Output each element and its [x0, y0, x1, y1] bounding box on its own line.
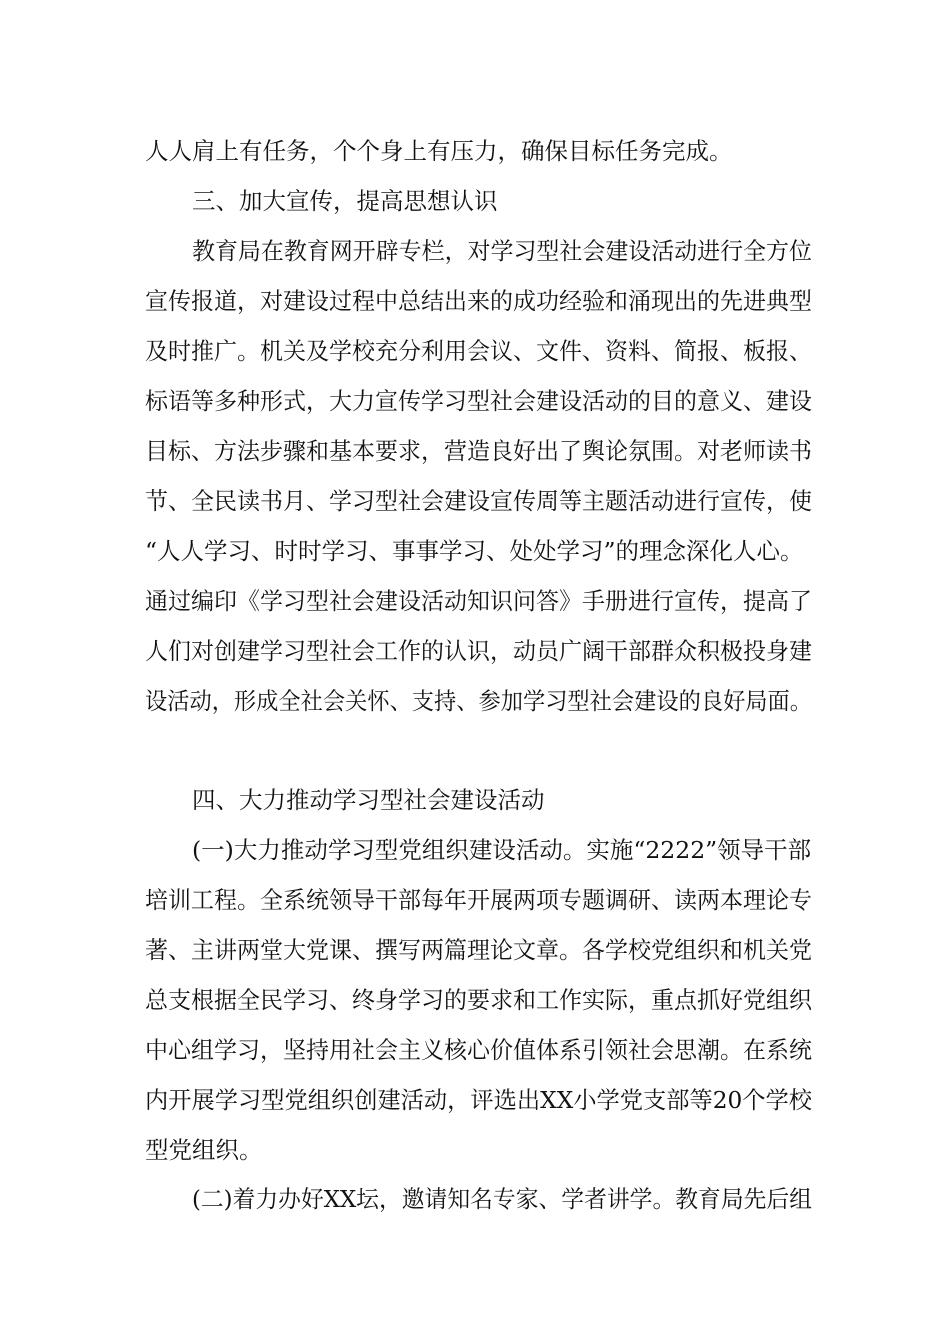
text-line — [0, 276, 950, 326]
heading-text: 三、加大宣传，提高思想认识 — [192, 187, 498, 215]
text-line — [0, 676, 950, 726]
text-line — [0, 1025, 950, 1075]
line-text: (二)着力办好XX坛，邀请知名专家、学者讲学。教育局先后组 — [192, 1185, 812, 1213]
text-line — [0, 376, 950, 426]
line-text: 及时推广。机关及学校充分利用会议、文件、资料、简报、板报、 — [145, 337, 812, 365]
text-line — [0, 875, 950, 925]
text-line — [0, 1075, 950, 1125]
text-line — [0, 1174, 950, 1224]
text-line — [0, 526, 950, 576]
text-line — [0, 326, 950, 376]
line-text: 教育局在教育网开辟专栏，对学习型社会建设活动进行全方位 — [192, 237, 812, 265]
line-text: 设活动，形成全社会关怀、支持、参加学习型社会建设的良好局面。 — [145, 687, 813, 715]
text-line — [0, 126, 950, 176]
line-text: (一)大力推动学习型党组织建设活动。实施“2222”领导干部 — [192, 836, 812, 864]
section-heading — [0, 775, 950, 825]
line-text: 培训工程。全系统领导干部每年开展两项专题调研、读两本理论专 — [145, 886, 812, 914]
section-heading — [0, 176, 950, 226]
line-text: 标语等多种形式，大力宣传学习型社会建设活动的目的意义、建设 — [145, 387, 812, 415]
line-text: 人们对创建学习型社会工作的认识，动员广阔干部群众积极投身建 — [145, 637, 812, 665]
text-line — [0, 226, 950, 276]
line-text: 目标、方法步骤和基本要求，营造良好出了舆论氛围。对老师读书 — [145, 437, 812, 465]
text-line — [0, 975, 950, 1025]
line-text: 总支根据全民学习、终身学习的要求和工作实际，重点抓好党组织 — [145, 986, 812, 1014]
line-text: 著、主讲两堂大党课、撰写两篇理论文章。各学校党组织和机关党 — [145, 936, 812, 964]
text-line — [0, 1125, 950, 1175]
line-text: 中心组学习，坚持用社会主义核心价值体系引领社会思潮。在系统 — [145, 1036, 812, 1064]
text-line — [0, 426, 950, 476]
text-line — [0, 825, 950, 875]
line-text: 内开展学习型党组织创建活动，评选出XX小学党支部等20个学校 — [145, 1086, 813, 1114]
text-line — [0, 925, 950, 975]
line-text: 节、全民读书月、学习型社会建设宣传周等主题活动进行宣传，使 — [145, 487, 812, 515]
heading-text: 四、大力推动学习型社会建设活动 — [192, 786, 545, 814]
line-text: “人人学习、时时学习、事事学习、处处学习”的理念深化人心。 — [145, 537, 804, 565]
line-text: 宣传报道，对建设过程中总结出来的成功经验和涌现出的先进典型 — [145, 287, 812, 315]
line-text: 人人肩上有任务，个个身上有压力，确保目标任务完成。 — [145, 137, 733, 165]
line-text: 型党组织。 — [145, 1136, 263, 1164]
text-line — [0, 626, 950, 676]
line-text: 通过编印《学习型社会建设活动知识问答》手册进行宣传，提高了 — [145, 587, 812, 615]
text-line — [0, 476, 950, 526]
text-line — [0, 576, 950, 626]
